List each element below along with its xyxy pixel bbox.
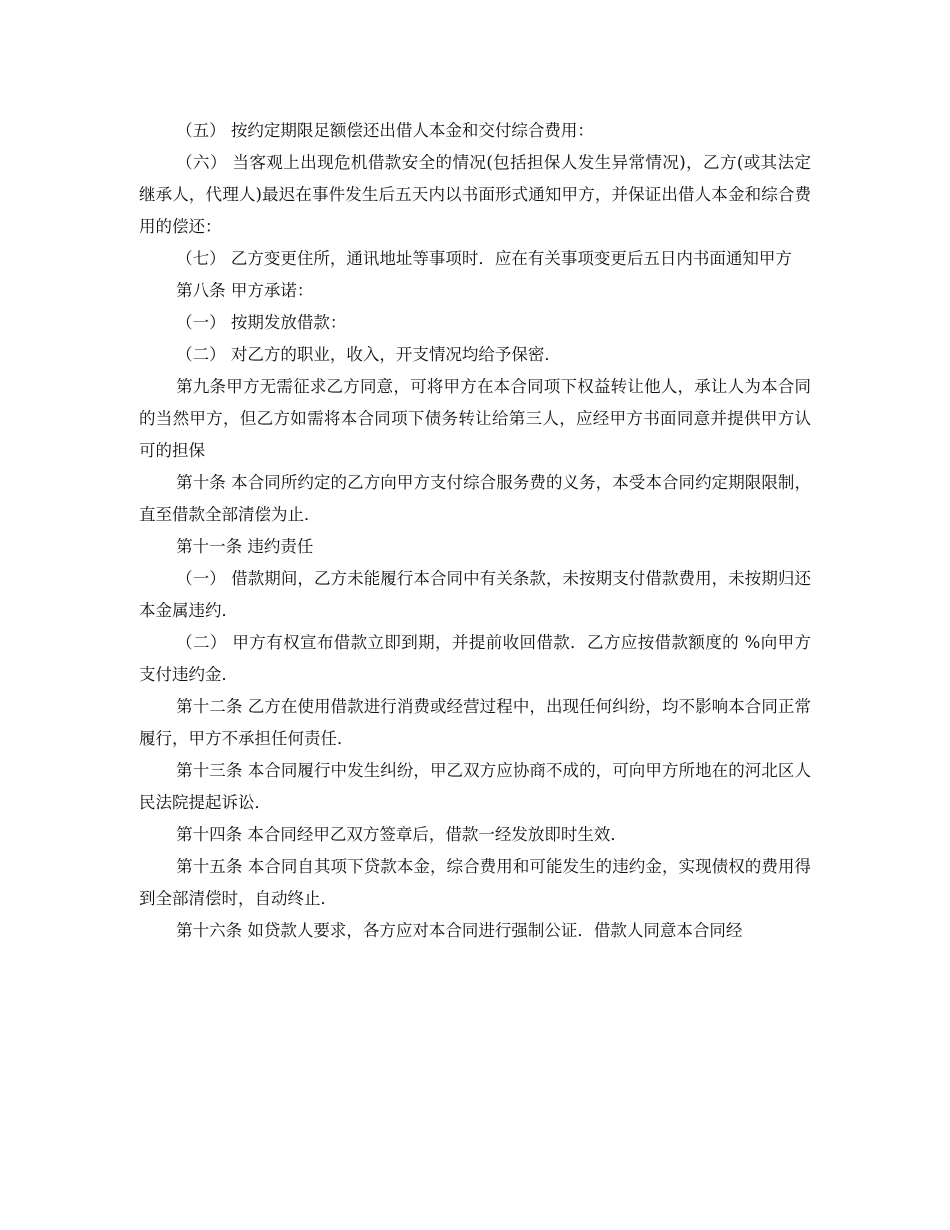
paragraph-article-15: 第十五条 本合同自其项下贷款本金，综合费用和可能发生的违约金，实现债权的费用得到全部清偿时，自动终止． bbox=[139, 857, 811, 908]
paragraph-article-13: 第十三条 本合同履行中发生纠纷，甲乙双方应协商不成的，可向甲方所地在的河北区人民法院提起诉讼． bbox=[139, 761, 811, 812]
paragraph-clause-7: （七） 乙方变更住所，通讯地址等事项时．应在有关事项变更后五日内书面通知甲方 bbox=[176, 249, 792, 268]
paragraph-article-9: 第九条甲方无需征求乙方同意，可将甲方在本合同项下权益转让他人，承让人为本合同的当然甲方，但乙方如需将本合同项下债务转让给第三人，应经甲方书面同意并提供甲方认可的担保 bbox=[139, 377, 811, 460]
paragraph-clause-6: （六） 当客观上出现危机借款安全的情况(包括担保人发生异常情况)，乙方(或其法定继承人，代理人)最迟在事件发生后五天内以书面形式通知甲方，并保证出借人本金和综合费用的偿还： bbox=[139, 153, 811, 236]
paragraph-article-12: 第十二条 乙方在使用借款进行消费或经营过程中，出现任何纠纷，均不影响本合同正常履行，甲方不承担任何责任． bbox=[139, 697, 811, 748]
paragraph-article-11-heading: 第十一条 违约责任 bbox=[176, 537, 314, 556]
paragraph-clause-5: （五） 按约定期限足额偿还出借人本金和交付综合费用： bbox=[176, 121, 594, 140]
document-page bbox=[139, 115, 811, 947]
paragraph-article-11-item-2: （二） 甲方有权宣布借款立即到期，并提前收回借款．乙方应按借款额度的 %向甲方支付违约金． bbox=[139, 633, 811, 684]
paragraph-article-14: 第十四条 本合同经甲乙双方签章后，借款一经发放即时生效． bbox=[176, 825, 627, 844]
paragraph-article-8-item-2: （二） 对乙方的职业，收入，开支情况均给予保密． bbox=[176, 345, 561, 364]
paragraph-article-10: 第十条 本合同所约定的乙方向甲方支付综合服务费的义务，本受本合同约定期限限制，直至借款全部清偿为止． bbox=[139, 473, 811, 524]
paragraph-article-8-heading: 第八条 甲方承诺： bbox=[176, 281, 314, 300]
paragraph-article-11-item-1: （一） 借款期间，乙方未能履行本合同中有关条款，未按期支付借款费用，未按期归还本金属违约． bbox=[139, 569, 811, 620]
paragraph-article-16: 第十六条 如贷款人要求，各方应对本合同进行强制公证．借款人同意本合同经 bbox=[176, 921, 743, 940]
paragraph-article-8-item-1: （一） 按期发放借款： bbox=[176, 313, 347, 332]
